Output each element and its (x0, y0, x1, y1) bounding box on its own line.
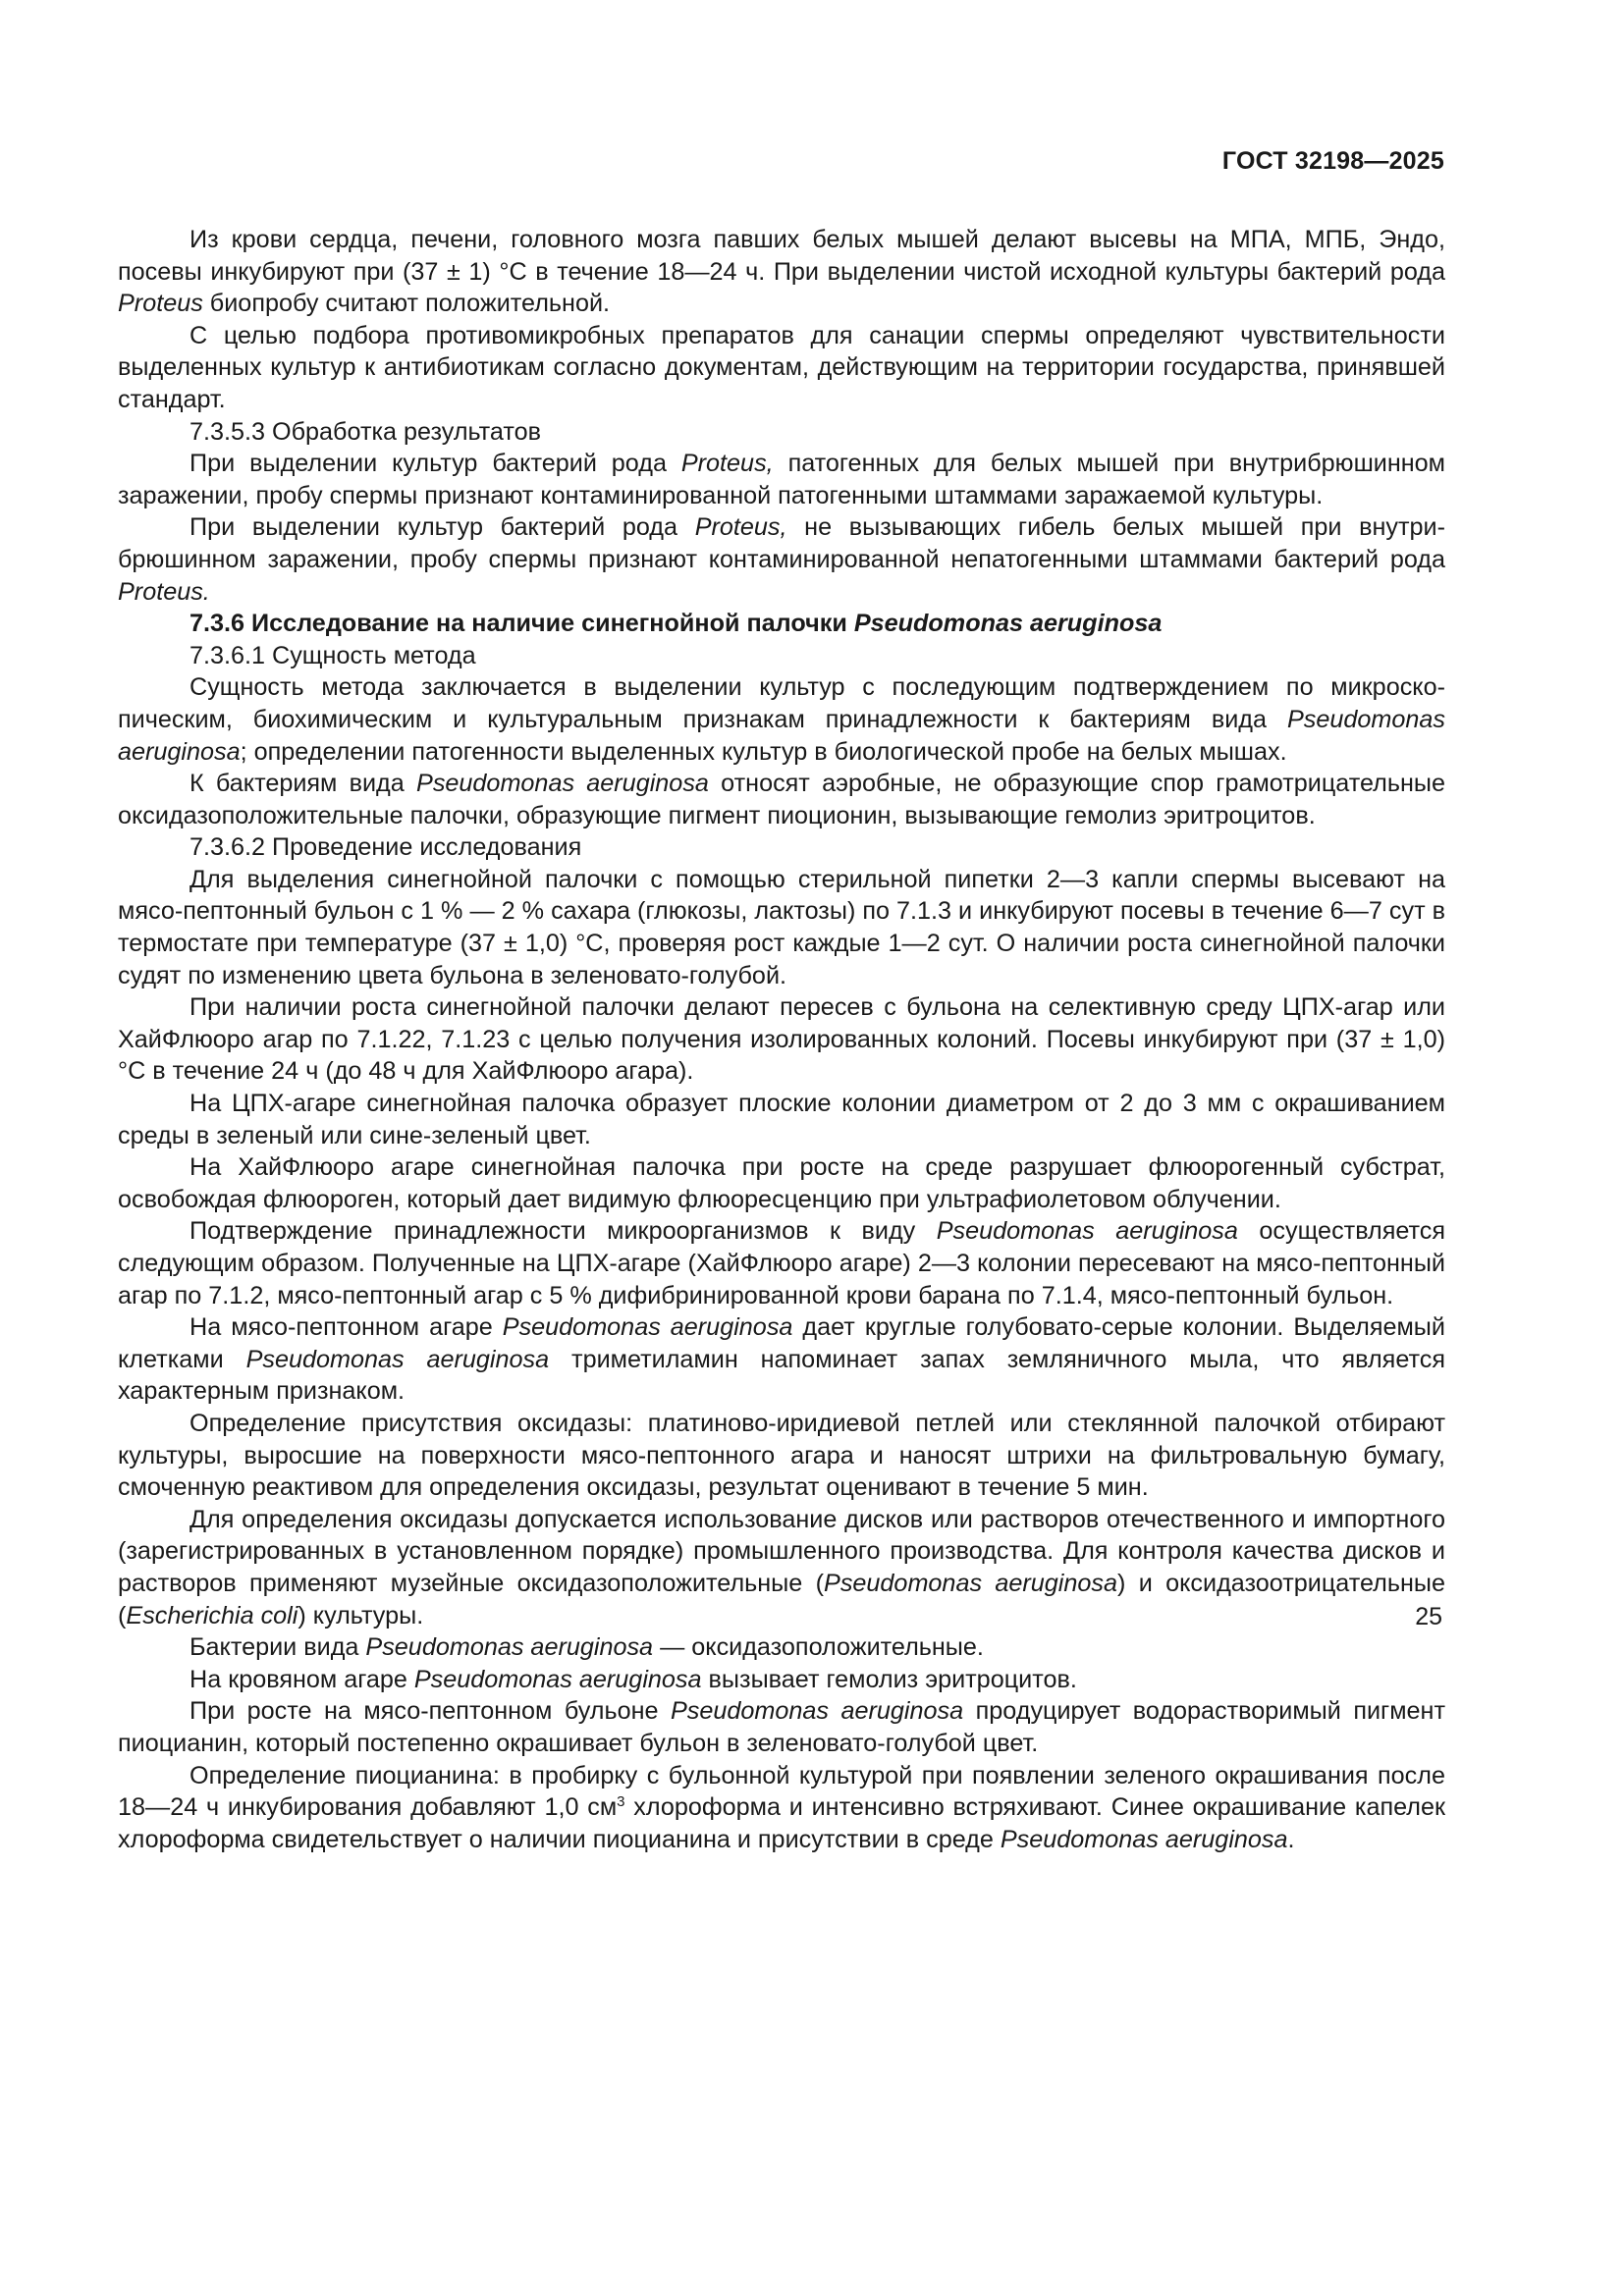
paragraph (118, 1695, 1445, 1759)
text-run: Для определения оксидазы допускается использование дисков или растворов отечественного и импортного (зарегистрированных в установленном порядке) промышленного производства. Для контроля качества дисков и растворов применяют музейные оксидазоположительные ( (118, 1505, 1445, 1597)
text-run: Подтверждение принадлежности микроорганизмов к виду (189, 1217, 937, 1246)
text-run: патогенных для белых мышей при внутрибрюшинном заражении, пробу спермы признают контаминированной патогенными штаммами заражаемой культуры. (118, 450, 1445, 509)
italic-term: Pseudomonas aeruginosa (502, 1313, 793, 1342)
italic-term: Pseudomonas aeruginosa (936, 1217, 1238, 1246)
superscript: 3 (617, 1793, 625, 1811)
text-run: На мясо-пептонном агаре (189, 1313, 503, 1342)
subsection-title (118, 416, 1445, 449)
text-run: При выделении культур бактерий рода (189, 513, 695, 542)
italic-term: Pseudomonas aeruginosa (671, 1697, 964, 1726)
text-run: ) культуры. (298, 1601, 424, 1629)
text-run: относят аэробные, не образующие спор грамотрицательные оксидазоположительные палочки, образующие пигмент пиоционин, вызывающие гемолиз эритроцитов. (118, 770, 1445, 829)
text-run: На ЦПХ-агаре синегнойная палочка образует плоские колонии диаметром от 2 до 3 мм с окрашиванием среды в зеленый или сине-зеленый цвет. (118, 1090, 1445, 1149)
text-run: осуществляется следующим образом. Полученные на ЦПХ-агаре (ХайФлюоро агаре) 2—3 колонии пересевают на мясо-пептонный агар по 7.1.2, мясо-пептонный агар с 5 % дифибринированной крови барана по 7.1.4, мясо-пептонный бульон. (118, 1217, 1445, 1309)
paragraph (118, 1311, 1445, 1408)
italic-term: Escherichia coli (126, 1601, 298, 1629)
paragraph (118, 1088, 1445, 1151)
text-run: Из крови сердца, печени, головного мозга павших белых мышей делают высевы на МПА, МПБ, Эндо, посевы инкубируют при (37 ± 1) °С в течение 18—24 ч. При выделении чистой исходной культуры бактерий рода (118, 226, 1445, 286)
section-heading (118, 608, 1445, 640)
text-run: хлороформа и интенсивно встряхивают. Синее окрашивание капелек хлороформа свидетельствует о наличии пиоцианина и присутствии в среде (118, 1793, 1445, 1853)
paragraph (118, 1760, 1445, 1856)
paragraph (118, 1408, 1445, 1504)
italic-term: Pseudomonas aeruginosa (365, 1633, 654, 1662)
text-run: . (1287, 1825, 1295, 1853)
italic-term: Proteus. (118, 577, 210, 606)
paragraph (118, 864, 1445, 991)
text-run: На кровяном агаре (189, 1665, 414, 1693)
text-run: дает круглые голубовато-серые колонии. Выделяемый клетками (118, 1313, 1445, 1373)
italic-term: Pseudomonas aeruginosa (118, 705, 1445, 766)
text-run: продуцирует водорастворимый пигмент пиоцианин, который постепенно окрашивает бульон в зеленовато-голубой цвет. (118, 1697, 1445, 1757)
italic-term: Proteus, (680, 450, 774, 478)
subsection-title (118, 831, 1445, 864)
text-run: На ХайФлюоро агаре синегнойная палочка при росте на среде разрушает флюорогенный субстрат, освобождая флюороген, который дает видимую флюоресценцию при ультрафиолетовом облучении. (118, 1153, 1445, 1213)
text-run: Сущность метода заключается в выделении культур с последующим подтверждением по микроскопическим, биохимическим и культуральным признакам принадлежности к бактериям вида (118, 673, 1445, 733)
text-run: ) и оксидазоотрицательные ( (118, 1569, 1445, 1629)
paragraph (118, 991, 1445, 1088)
text-run: При выделении культур бактерий рода (189, 450, 681, 478)
text-run: Определение присутствия оксидазы: платиново-иридиевой петлей или стеклянной палочкой отбирают культуры, выросшие на поверхности мясо-пептонного агара и наносят штрихи на фильтровальную бумагу, смоченную реактивом для определения оксидазы, результат оценивают в течение 5 мин. (118, 1409, 1445, 1502)
text-run: ; определении патогенности выделенных культур в биологической пробе на белых мышах. (240, 737, 1287, 766)
italic-term: Pseudomonas aeruginosa (245, 1345, 550, 1373)
paragraph (118, 1151, 1445, 1215)
text-run: Бактерии вида (189, 1633, 366, 1662)
text-run: биопробу считают положительной. (202, 290, 611, 318)
text-run: вызывает гемолиз эритроцитов. (701, 1665, 1077, 1693)
text-run: С целью подбора противомикробных препаратов для санации спермы определяют чувствительности выделенных культур к антибиотикам согласно документам, действующим на территории государства, принявшей стандарт. (118, 321, 1445, 413)
italic-term: Proteus, (694, 513, 787, 542)
subsection-title (118, 640, 1445, 672)
italic-term: Pseudomonas aeruginosa (853, 610, 1163, 638)
paragraph (118, 768, 1445, 831)
standard-header: ГОСТ 32198—2025 (1221, 147, 1444, 175)
paragraph (118, 1631, 1445, 1664)
text-run: триметиламин напоминает запах земляничного мыла, что является характерным признаком. (118, 1345, 1445, 1406)
italic-term: Pseudomonas aeruginosa (413, 1665, 702, 1693)
paragraph (118, 671, 1445, 768)
italic-term: Proteus (118, 290, 203, 318)
paragraph (118, 1215, 1445, 1311)
italic-term: Pseudomonas aeruginosa (1000, 1825, 1288, 1853)
page-number: 25 (1415, 1603, 1442, 1630)
text-run: К бактериям вида (189, 770, 417, 798)
paragraph (118, 1664, 1445, 1696)
paragraph (118, 1504, 1445, 1631)
paragraph (118, 224, 1445, 320)
paragraph (118, 511, 1445, 608)
text-run: 7.3.5.3 Обработка результатов (189, 417, 542, 446)
text-run: При наличии роста синегнойной палочки делают пересев с бульона на селективную среду ЦПХ-агар или ХайФлюоро агар по 7.1.22, 7.1.23 с целью получения изолированных колоний. Посевы инкубируют при (37 ± 1,0) °С в течение 24 ч (до 48 ч для ХайФлюоро агара). (118, 993, 1445, 1086)
document-body (118, 224, 1445, 1855)
text-run: 7.3.6.1 Сущность метода (189, 641, 476, 669)
italic-term: Pseudomonas aeruginosa (416, 770, 709, 798)
text-run: не вызывающих гибель белых мышей при внутрибрюшинном заражении, пробу спермы признают контаминированной непатогенными штаммами бактерий рода (118, 513, 1445, 573)
text-run: — оксидазоположительные. (653, 1633, 984, 1662)
italic-term: Pseudomonas aeruginosa (824, 1569, 1117, 1597)
text-run: 7.3.6.2 Проведение исследования (189, 833, 582, 862)
paragraph (118, 448, 1445, 511)
text-run: Определение пиоцианина: в пробирку с бульонной культурой при появлении зеленого окрашивания после 18—24 ч инкубирования добавляют 1,0 см (118, 1761, 1445, 1822)
paragraph (118, 320, 1445, 416)
text-run: Для выделения синегнойной палочки с помощью стерильной пипетки 2—3 капли спермы высевают на мясо-пептонный бульон с 1 % — 2 % сахара (глюкозы, лактозы) по 7.1.3 и инкубируют посевы в течение 6—7 сут в термостате при температуре (37 ± 1,0) °С, проверяя рост каждые 1—2 сут. О наличии роста синегнойной палочки судят по изменению цвета бульона в зеленовато-голубой. (118, 865, 1445, 989)
text-run: При росте на мясо-пептонном бульоне (189, 1697, 671, 1726)
text-run: 7.3.6 Исследование на наличие синегнойной палочки (189, 610, 854, 638)
